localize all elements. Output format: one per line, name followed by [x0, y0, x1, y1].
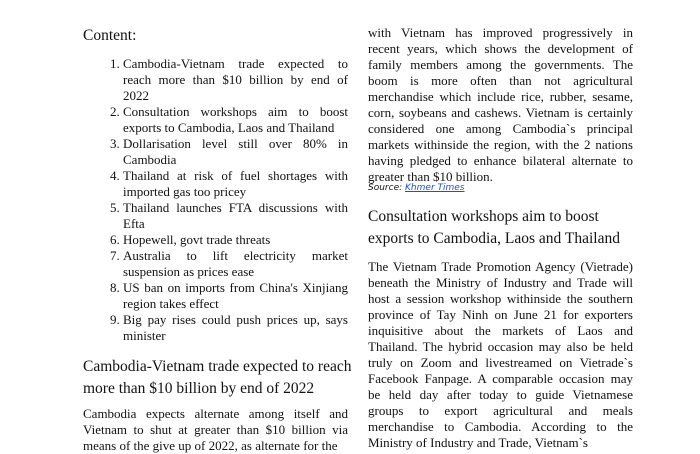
toc-item[interactable]: 4. Thailand at risk of fuel shortages with imported gas too pricey — [123, 168, 348, 200]
toc-item[interactable]: 9. Big pay rises could push prices up, says minister — [123, 312, 348, 344]
source-label: Source: — [368, 183, 403, 193]
toc-item[interactable]: 8. US ban on imports from China's Xinjiang region takes effect — [123, 280, 348, 312]
continued-paragraph: with Vietnam has improved progressively in recent years, which shows the development of family members among the governments. The boom is more often than not agricultural merchandise which include rice, rubber, sesame, corn, soybeans and cashews. Vietnam is certainly considered one among Cambodia`s principal markets withinside the region, with the 2 nations having pledged to enhance bilateral alternate to greater than $10 billion. — [368, 25, 633, 184]
toc-item[interactable]: 7. Australia to lift electricity market suspension as prices ease — [123, 248, 348, 280]
content-title: Content: — [83, 27, 137, 44]
table-of-contents — [83, 56, 348, 344]
source-link[interactable]: Khmer Times — [405, 183, 465, 193]
toc-item[interactable]: 6. Hopewell, govt trade threats — [123, 232, 348, 248]
toc-item[interactable]: 1. Cambodia-Vietnam trade expected to reach more than $10 billion by end of 2022 — [123, 56, 348, 104]
toc-item[interactable]: 5. Thailand launches FTA discussions with Efta — [123, 200, 348, 232]
source-line — [368, 183, 465, 193]
article2-heading: Consultation workshops aim to boost exports to Cambodia, Laos and Thailand — [368, 208, 620, 247]
toc-item[interactable]: 3. Dollarisation level still over 80% in Cambodia — [123, 136, 348, 168]
toc-item[interactable]: 2. Consultation workshops aim to boost exports to Cambodia, Laos and Thailand — [123, 104, 348, 136]
article2-paragraph: The Vietnam Trade Promotion Agency (Vietrade) beneath the Ministry of Industry and Trade will host a session workshop withinside the southern province of Tay Ninh on June 21 for exporters inquisitive about the markets of Laos and Thailand. The hybrid occasion may also be held truly on Zoom and livestreamed on Vietrade`s Facebook Fanpage. A comparable occasion may be held day after today to guide Vietnamese groups to export agricultural and meals merchandise to Cambodia. According to the Ministry of Industry and Trade, Vietnam`s — [368, 259, 633, 450]
article1-heading: Cambodia-Vietnam trade expected to reach more than $10 billion by end of 2022 — [83, 358, 352, 397]
article1-paragraph: Cambodia expects alternate among itself and Vietnam to shut at greater than $10 billion via means of the give up of 2022, as alternate for the — [83, 406, 348, 453]
